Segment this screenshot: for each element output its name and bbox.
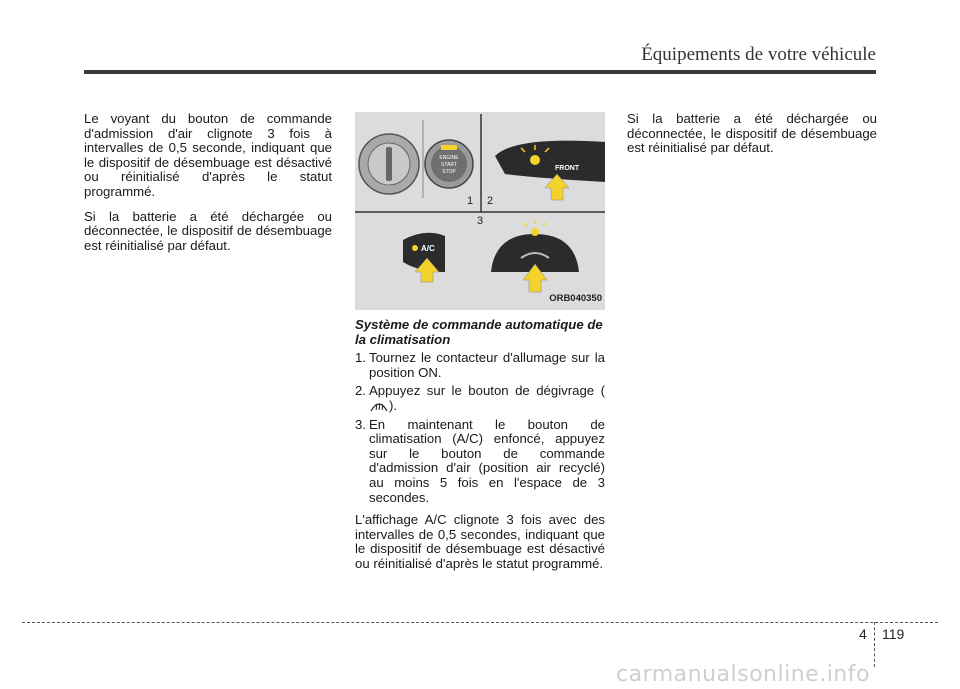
footer-divider bbox=[874, 622, 875, 667]
list-item bbox=[355, 384, 605, 413]
air-intake-knob-icon bbox=[491, 220, 579, 292]
step-number: 3. bbox=[355, 416, 366, 432]
step-text bbox=[369, 384, 605, 413]
page-number: 119 bbox=[882, 626, 905, 642]
step-text-after: ). bbox=[389, 397, 398, 413]
column-left bbox=[84, 112, 332, 263]
chapter-number: 4 bbox=[859, 626, 867, 642]
step-text: Tournez le contacteur d'allumage sur la position ON. bbox=[369, 350, 605, 380]
list-item bbox=[355, 418, 605, 506]
header-title: Équipements de votre véhicule bbox=[641, 44, 876, 65]
callout-3: 3 bbox=[477, 215, 484, 227]
figure-code: ORB040350 bbox=[549, 293, 602, 305]
paragraph-indicator: Le voyant du bouton de commande d'admission d'air clignote 3 fois à intervalles de 0,5 seconde, indiquant que le dispositif de désembuage est désactivé ou réinitialisé d'après le statut programmé. bbox=[84, 111, 332, 199]
step-text: En maintenant le bouton de climatisation (A/C) enfoncé, appuyez sur le bouton de commande d'admission d'air (position air recyclé) au moins 5 fois en l'espace de 3 secondes. bbox=[369, 416, 605, 505]
step-text-before: Appuyez sur le bouton de dégivrage ( bbox=[369, 383, 605, 399]
ac-label: A/C bbox=[421, 244, 435, 253]
column-middle bbox=[355, 112, 605, 572]
list-item bbox=[355, 351, 605, 380]
paragraph-battery: Si la batterie a été déchargée ou déconnectée, le dispositif de désembuage est réinitialisé par défaut. bbox=[84, 208, 332, 253]
start-line-2: START bbox=[441, 162, 457, 168]
illustration-svg bbox=[355, 112, 605, 310]
step-number: 2. bbox=[355, 383, 366, 399]
section-title: Système de commande automatique de la climatisation bbox=[355, 317, 603, 347]
start-line-1: ENGINE bbox=[439, 155, 459, 161]
step-number: 1. bbox=[355, 350, 366, 366]
start-line-3: STOP bbox=[442, 169, 456, 175]
ac-button-icon bbox=[403, 233, 445, 282]
callout-1: 1 bbox=[467, 195, 474, 207]
header-rule bbox=[84, 70, 876, 74]
column-right bbox=[627, 112, 877, 166]
front-defrost-button-icon bbox=[495, 141, 605, 200]
front-label: FRONT bbox=[555, 165, 580, 172]
illustration-figure bbox=[355, 112, 605, 310]
start-stop-button-icon bbox=[425, 140, 473, 188]
steps-list bbox=[355, 351, 605, 505]
paragraph-battery-right: Si la batterie a été déchargée ou déconnectée, le dispositif de désembuage est réinitialisé par défaut. bbox=[627, 111, 877, 156]
front-defrost-icon bbox=[369, 399, 389, 413]
footer-rule bbox=[22, 622, 938, 623]
callout-2: 2 bbox=[487, 195, 494, 207]
paragraph-ac-display: L'affichage A/C clignote 3 fois avec des intervalles de 0,5 secondes, indiquant que le dispositif de désembuage est désactivé ou réinitialisé d'après le statut programmé. bbox=[355, 512, 605, 571]
watermark: carmanualsonline.info bbox=[616, 662, 870, 687]
ignition-key-icon bbox=[359, 134, 419, 194]
